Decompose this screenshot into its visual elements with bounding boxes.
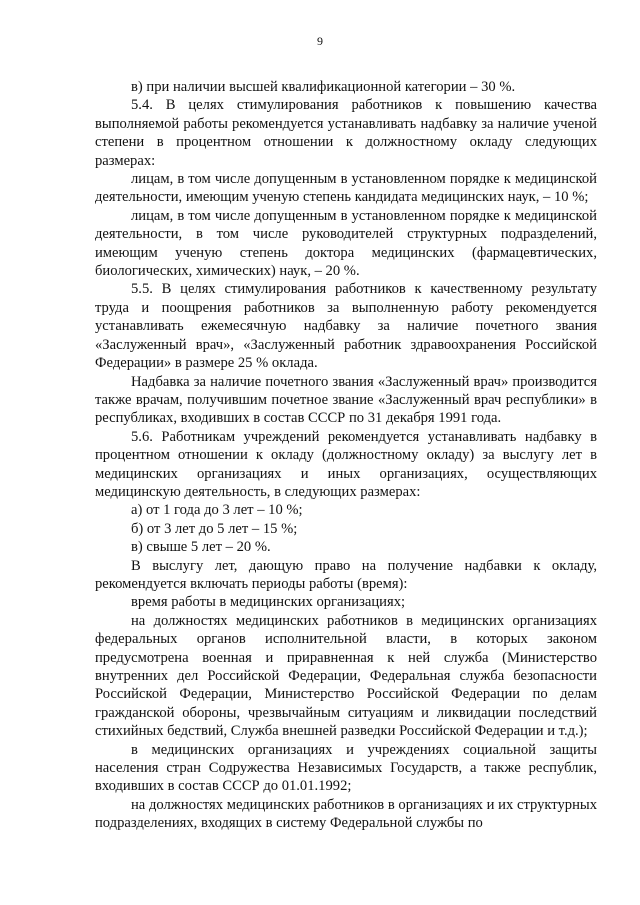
paragraph-medical-orgs: время работы в медицинских организациях; bbox=[131, 594, 406, 611]
document-body bbox=[95, 78, 597, 833]
paragraph-5-6: 5.6. Работникам учреждений рекомендуется устанавливать надбавку в процентном отношении к окладу (должностному окладу) за выслугу лет в медицинских организациях и иных организациях, осуществляющих медицинскую деятельность, в следующих размерах: bbox=[95, 428, 597, 500]
paragraph-candidate-degree: лицам, в том числе допущенным в установленном порядке к медицинской деятельности, имеющим ученую степень кандидата медицинских наук, – 10 %; bbox=[95, 171, 597, 206]
list-item-b: б) от 3 лет до 5 лет – 15 %; bbox=[131, 520, 298, 537]
paragraph-federal-bodies: на должностях медицинских работников в медицинских организациях федеральных органов исполнительной власти, в которых законом предусмотрена военная и приравненная к ней служба (Министерство внутренних дел Российской Федерации, Федеральная служба безопасности Российской Федерации, Министерство Российской Федерации по делам гражданской обороны, чрезвычайным ситуациям и ликвидации последствий стихийных бедствий, Служба внешней разведки Российской Федерации и т.д.); bbox=[95, 612, 597, 740]
paragraph-federal-service: на должностях медицинских работников в организациях и их структурных подразделениях, входящих в систему Федеральной службы по bbox=[95, 796, 597, 832]
paragraph-category-30: в) при наличии высшей квалификационной категории – 30 %. bbox=[131, 79, 516, 95]
list-item-v: в) свыше 5 лет – 20 %. bbox=[131, 539, 271, 556]
paragraph-service-periods: В выслугу лет, дающую право на получение надбавки к окладу, рекомендуется включать периоды работы (время): bbox=[95, 557, 597, 592]
paragraph-cis: в медицинских организациях и учреждениях социальной защиты населения стран Содружества Независимых Государств, а также республик, входивших в состав СССР до 01.01.1992; bbox=[95, 741, 597, 795]
list-item-a: а) от 1 года до 3 лет – 10 %; bbox=[131, 502, 303, 519]
paragraph-doctor-degree: лицам, в том числе допущенным в установленном порядке к медицинской деятельности, в том числе руководителей структурных подразделений, имеющим ученую степень доктора медицинских (фармацевтических, биологических, химических) наук, – 20 %. bbox=[95, 207, 597, 280]
paragraph-5-5: 5.5. В целях стимулирования работников к качественному результату труда и поощрения работников за выполненную работу рекомендуется устанавливать ежемесячную надбавку за наличие почетного звания «Заслуженный врач», «Заслуженный работник здравоохранения Российской Федерации» в размере 25 % оклада. bbox=[95, 281, 597, 372]
page-number: 9 bbox=[317, 34, 323, 48]
paragraph-5-4: 5.4. В целях стимулирования работников к повышению качества выполняемой работы рекомендуется устанавливать надбавку за наличие ученой степени в процентном отношении к должностному окладу следующих размерах: bbox=[95, 97, 597, 169]
paragraph-honorary-title: Надбавка за наличие почетного звания «Заслуженный врач» производится также врачам, получившим почетное звание «Заслуженный врач республики» в республиках, входивших в состав СССР по 31 декабря 1991 года. bbox=[95, 373, 597, 427]
